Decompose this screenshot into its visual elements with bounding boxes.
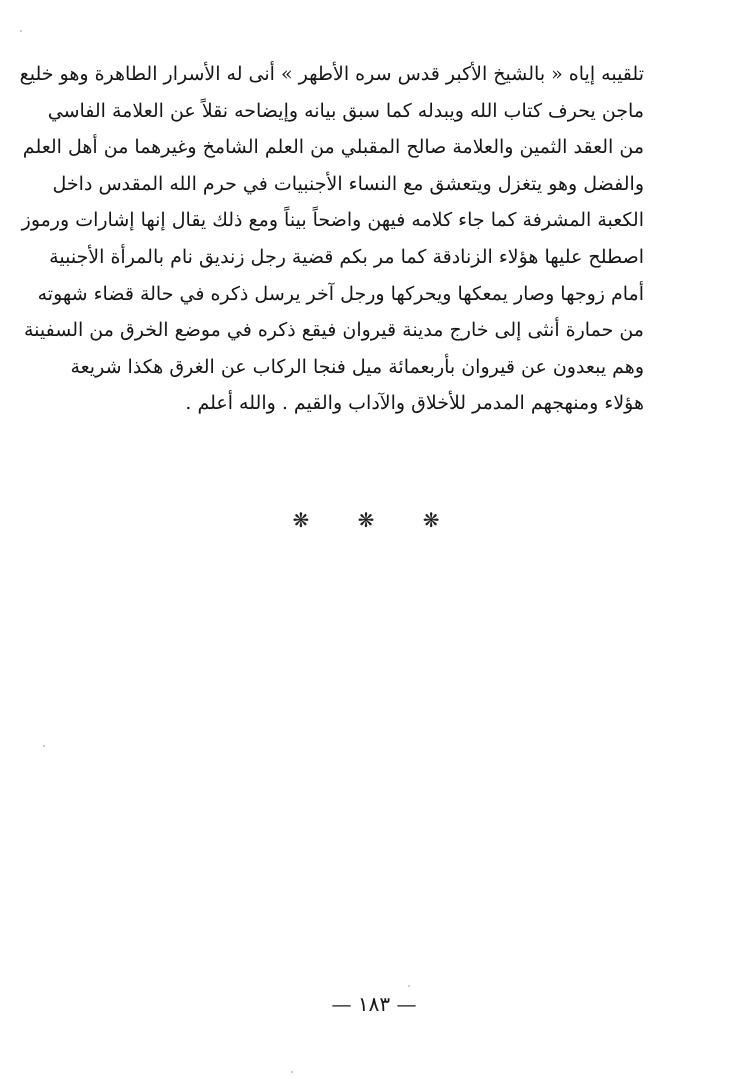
page-number: — ١٨٣ — xyxy=(331,992,417,1016)
asterism-icon: ❋ xyxy=(292,508,326,532)
scan-speck xyxy=(408,985,410,987)
text-line-8: من حمارة أنثى إلى خارج مدينة قيروان فيقع ذكره في موضع الخرق من السفينة xyxy=(23,319,644,342)
scan-speck xyxy=(291,1071,293,1073)
scan-speck xyxy=(43,745,45,747)
body-text xyxy=(19,56,644,422)
scan-speck xyxy=(20,30,22,32)
text-line-9: وهم يبعدون عن قيروان بأربعمائة ميل فنجا الركاب عن الغرق هكذا شريعة xyxy=(70,355,644,378)
text-line-2: ماجن يحرف كتاب الله ويبدله كما سبق بيانه وإيضاحه نقلاً عن العلامة الفاسي xyxy=(47,99,644,122)
section-separator xyxy=(0,508,748,532)
text-line-6: اصطلح عليها هؤلاء الزنادقة كما مر بكم قضية رجل زنديق نام بالمرأة الأجنبية xyxy=(49,245,644,268)
text-line-10: هؤلاء ومنهجهم المدمر للأخلاق والآداب والقيم . والله أعلم . xyxy=(185,392,644,415)
asterism-icon: ❋ xyxy=(422,508,456,532)
text-line-3: من العقد الثمين والعلامة صالح المقبلي من العلم الشامخ وغيرهما من أهل العلم xyxy=(22,136,644,159)
text-line-4: والفضل وهو يتغزل ويتعشق مع النساء الأجنبيات في حرم الله المقدس داخل xyxy=(52,172,644,195)
text-line-1: تلقيبه إياه « بالشيخ الأكبر قدس سره الأطهر » أنى له الأسرار الطاهرة وهو خليع xyxy=(19,63,644,85)
asterism-icon: ❋ xyxy=(357,508,391,532)
text-line-7: أمام زوجها وصار يمعكها ويحركها ورجل آخر يرسل ذكره في حالة قضاء شهوته xyxy=(37,282,644,305)
text-line-5: الكعبة المشرفة كما جاء كلامه فيهن واضحاً بيناً ومع ذلك يقال إنها إشارات ورموز xyxy=(21,209,644,232)
